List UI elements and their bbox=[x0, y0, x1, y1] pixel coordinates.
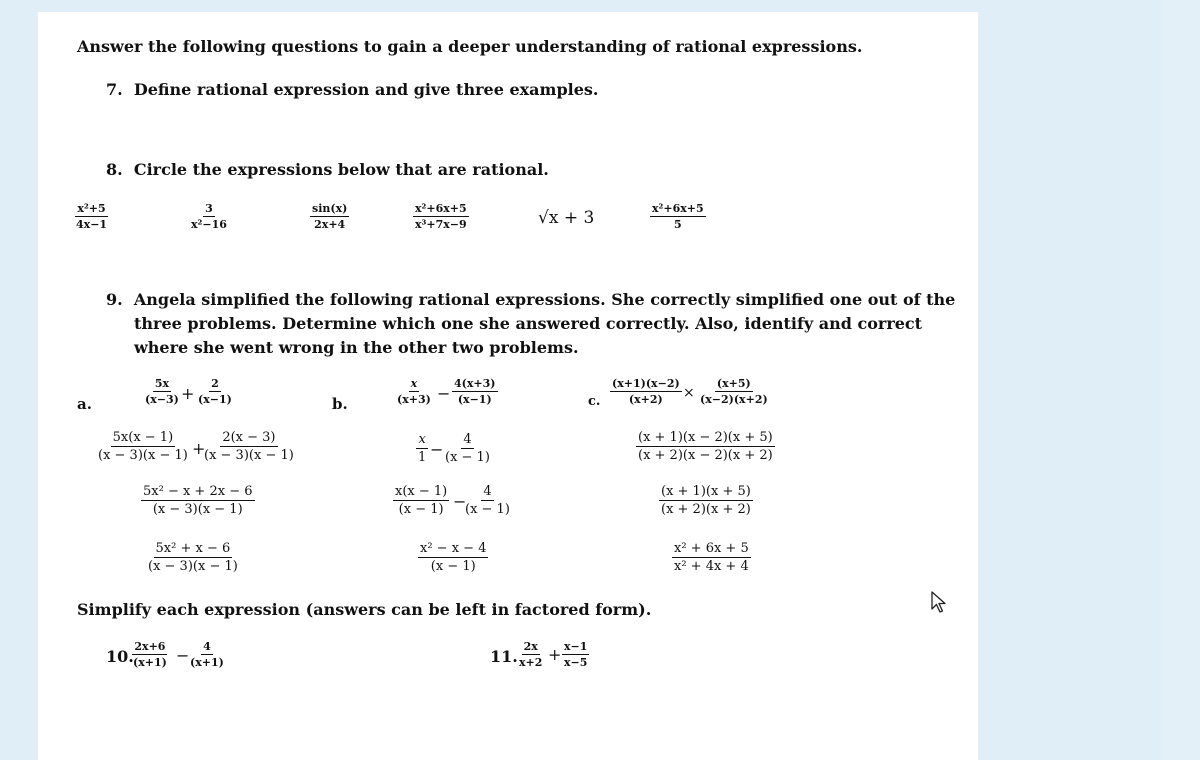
q8-expression-1[interactable]: $\frac{\text{x²+5}}{4x-1}$ bbox=[76, 202, 108, 231]
part-a-label: a. bbox=[77, 395, 92, 413]
part-b-step1-term1: $\frac{x}{(x+3)}$ bbox=[397, 377, 431, 406]
part-b-step2-term1: $\frac{x}{1}$ bbox=[418, 432, 427, 465]
intro-heading: Answer the following questions to gain a deeper understanding of rational expressions. bbox=[77, 37, 863, 56]
part-b-step3-op: − bbox=[453, 492, 467, 511]
part-a-step1-term1: $\frac{5x}{(x-3)}$ bbox=[145, 377, 179, 406]
part-b-step1-term2: $\frac{4(x+3)}{(x-1)}$ bbox=[454, 377, 496, 406]
part-c-step1-term2: $\frac{(x+5)}{(x-2)(x+2)}$ bbox=[700, 377, 768, 406]
q9-line-3: where she went wrong in the other two problems. bbox=[134, 338, 579, 357]
part-a-step1-op: + bbox=[181, 384, 195, 403]
part-c-step2: $\frac{(x + 1)(x - 2)(x + 5)}{(x + 2)(x - 2)(x + 2)}$ bbox=[638, 430, 773, 463]
q11-number: 11. bbox=[490, 647, 518, 666]
q10-term1: $\frac{2x+6}{(x+1)}$ bbox=[133, 640, 167, 669]
q8-expression-2[interactable]: $\frac{3}{\text{x²−16}}$ bbox=[191, 202, 227, 231]
part-c-step1-term1: $\frac{(x+1)(x-2)}{(x+2)}$ bbox=[612, 377, 680, 406]
q11-op: + bbox=[548, 645, 562, 664]
vertical-scrollbar[interactable] bbox=[1162, 0, 1200, 760]
q8-expression-4[interactable]: $\frac{\text{x²+6x+5}}{\text{x³+7x−9}}$ bbox=[415, 202, 467, 231]
part-c-label: c. bbox=[588, 394, 601, 409]
part-a-step4: $\frac{\text{5x² + x − 6}}{(x - 3)(x - 1)}$ bbox=[148, 541, 238, 574]
q10-number: 10. bbox=[106, 647, 134, 666]
part-a-step3: $\frac{\text{5x² − x + 2x − 6}}{(x - 3)(x - 1)}$ bbox=[143, 484, 253, 517]
part-c-step1-op: × bbox=[683, 385, 695, 401]
mouse-cursor-icon bbox=[930, 590, 948, 614]
q8-expression-3[interactable]: $\frac{\sin(x)}{2x+4}$ bbox=[312, 202, 348, 231]
q7-text: Define rational expression and give three examples. bbox=[133, 80, 599, 99]
simplify-heading: Simplify each expression (answers can be left in factored form). bbox=[77, 600, 652, 619]
q9-line-1: Angela simplified the following rational expressions. She correctly simplified one out of the bbox=[133, 290, 956, 309]
part-a-step2-term1: $\frac{5x(x - 1)}{(x - 3)(x - 1)}$ bbox=[98, 430, 188, 463]
q8-text: Circle the expressions below that are rational. bbox=[133, 160, 549, 179]
q10-term2: $\frac{4}{(x+1)}$ bbox=[190, 640, 224, 669]
part-c-step3: $\frac{(x + 1)(x + 5)}{(x + 2)(x + 2)}$ bbox=[661, 484, 751, 517]
question-7 bbox=[106, 78, 598, 102]
q9-line-2: three problems. Determine which one she answered correctly. Also, identify and correct bbox=[134, 314, 923, 333]
part-b-step2-op: − bbox=[430, 440, 444, 459]
worksheet-page bbox=[38, 12, 978, 760]
part-b-step1-op: − bbox=[437, 384, 451, 403]
question-9 bbox=[106, 288, 955, 360]
q8-expression-5[interactable]: √x + 3 bbox=[538, 208, 595, 228]
part-b-step3-term2: $\frac{4}{(x - 1)}$ bbox=[465, 484, 510, 517]
q10-op: − bbox=[176, 646, 190, 665]
q8-number: 8. bbox=[106, 160, 123, 179]
part-b-label: b. bbox=[332, 395, 348, 413]
q11-term2: $\frac{x-1}{x-5}$ bbox=[564, 640, 588, 669]
part-a-step2-term2: $\frac{2(x - 3)}{(x - 3)(x - 1)}$ bbox=[204, 430, 294, 463]
q11-term1: $\frac{2x}{x+2}$ bbox=[519, 640, 543, 669]
part-b-step3-term1: $\frac{x(x - 1)}{(x - 1)}$ bbox=[395, 484, 448, 517]
part-b-step4: $\frac{\text{x² − x − 4}}{(x - 1)}$ bbox=[420, 541, 487, 574]
q8-expression-6[interactable]: $\frac{\text{x²+6x+5}}{5}$ bbox=[652, 202, 704, 231]
question-8 bbox=[106, 158, 549, 182]
part-c-step4: $\frac{\text{x² + 6x + 5}}{\text{x² + 4x + 4}}$ bbox=[674, 541, 749, 574]
q7-number: 7. bbox=[106, 80, 123, 99]
part-a-step1-term2: $\frac{2}{(x-1)}$ bbox=[198, 377, 232, 406]
part-b-step2-term2: $\frac{4}{(x - 1)}$ bbox=[445, 432, 490, 465]
part-a-step2-op: + bbox=[192, 439, 206, 458]
q9-number: 9. bbox=[106, 290, 123, 309]
